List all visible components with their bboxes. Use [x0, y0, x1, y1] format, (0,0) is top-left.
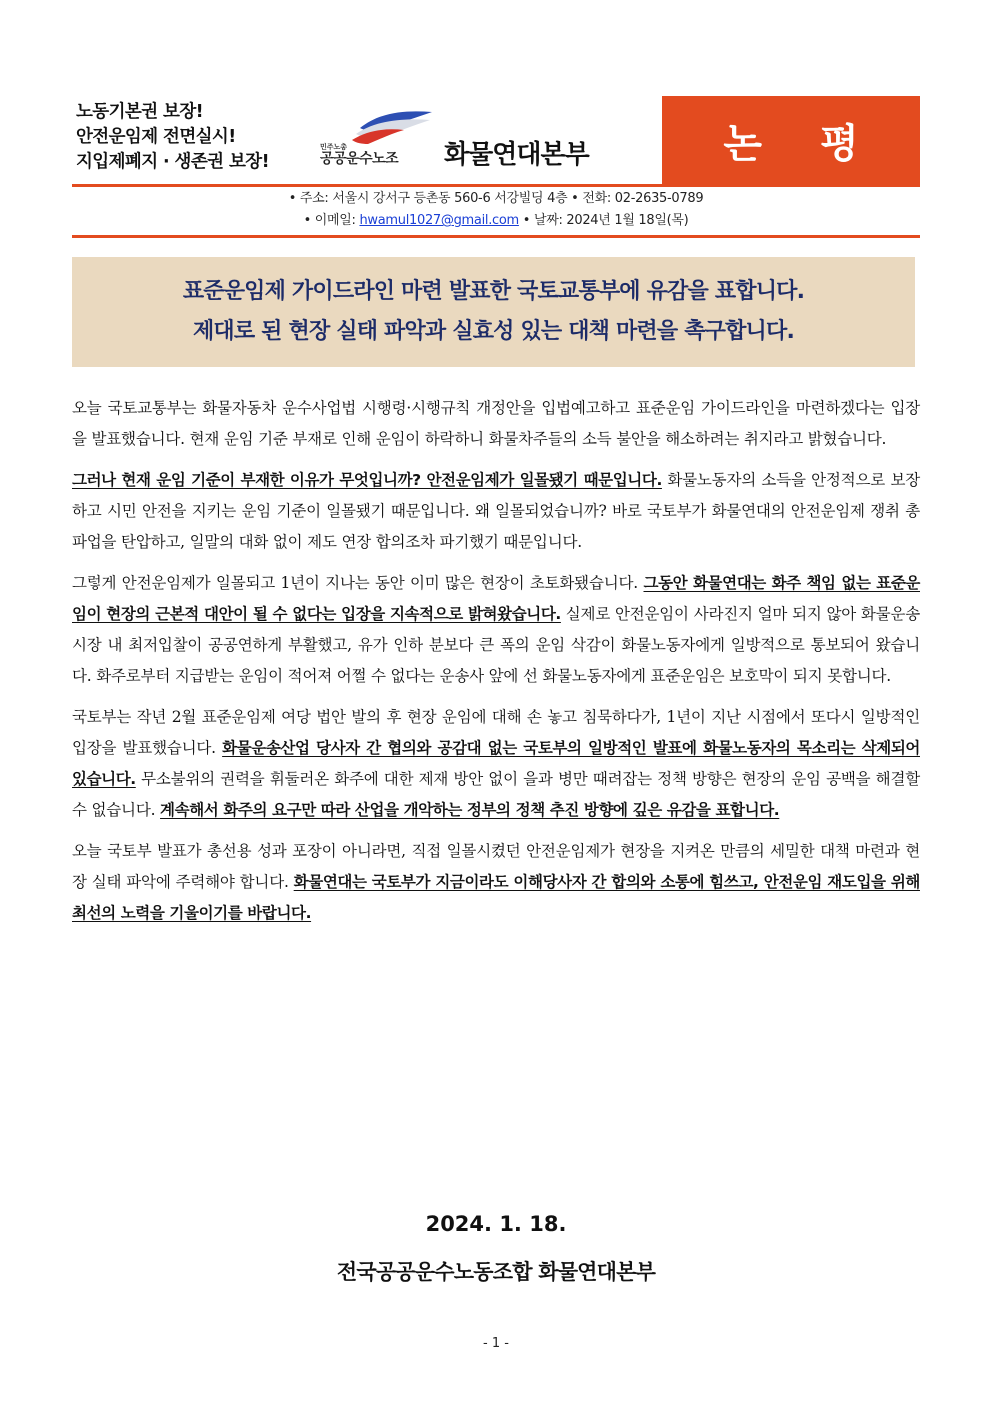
- paragraph-4: [72, 702, 920, 826]
- paragraph-text: 그렇게 안전운임제가 일몰되고 1년이 지나는 동안 이미 많은 현장이 초토화됐습니다.: [72, 574, 644, 592]
- paragraph-text: 무소불위의 권력을 휘둘러온 화주에 대한 제재 방안 없이 을과 병만 때려잡는 정책 방향은 현장의 운임 공백을 해결할 수 없습니다.: [72, 770, 920, 819]
- union-logo: [312, 104, 622, 174]
- slogan-line: 노동기본권 보장!: [76, 102, 204, 122]
- document-type-badge: [662, 96, 920, 184]
- contact-info: [72, 188, 920, 232]
- slogan-line: 지입제폐지 · 생존권 보장!: [76, 152, 269, 172]
- slogan-list: [76, 100, 306, 175]
- paragraph-text: 국토부는 작년 2월 표준운임제 여당 법안 발의 후 현장 운임에 대해 손 놓고 침묵하다가, 1년이 지난 시점에서 또다시 일방적인 입장을 발표했습니다.: [72, 708, 920, 757]
- document-date: 2024. 1. 18.: [425, 1212, 567, 1236]
- date-label: • 날짜: 2024년 1월 18일(목): [518, 213, 689, 228]
- logo-small-text: 민주노총: [320, 143, 348, 151]
- logo-union-name: 공공운수노조: [320, 151, 399, 167]
- paragraph-2: [72, 465, 920, 558]
- paragraph-3: [72, 568, 920, 692]
- document-header: [72, 96, 920, 184]
- paragraph-text: 화물노동자의 소득을 안정적으로 보장하고 시민 안전을 지키는 운임 기준이 일몰됐기 때문입니다. 왜 일몰되었습니까? 바로 국토부가 화물연대의 안전운임제 쟁취 총파업을 탄압하고, 일말의 대화 없이 제도 연장 합의조차 파기했기 때문입니다.: [72, 471, 920, 551]
- document-body: [72, 393, 920, 939]
- badge-label: 논 평: [723, 120, 881, 167]
- organization-name: 화물연대본부: [444, 140, 589, 170]
- emphasis-text: 그러나 현재 운임 기준이 부재한 이유가 무엇입니까? 안전운임제가 일몰됐기 때문입니다.: [72, 471, 662, 489]
- paragraph-1: 오늘 국토교통부는 화물자동차 운수사업법 시행령·시행규칙 개정안을 입법예고하고 표준운임 가이드라인을 마련하겠다는 입장을 발표했습니다. 현재 운임 기준 부재로 인해 운임이 하락하니 화물차주들의 소득 불안을 해소하려는 취지라고 밝혔습니다.: [72, 399, 920, 448]
- headline-box: [72, 257, 915, 367]
- slogan-line: 안전운임제 전면실시!: [76, 127, 236, 147]
- email-link[interactable]: hwamul1027@gmail.com: [359, 213, 519, 228]
- emphasis-text: 그동안 화물연대는 화주 책임 없는 표준운임이 현장의 근본적 대안이 될 수 없다는 입장을 지속적으로 밝혀왔습니다.: [72, 574, 920, 623]
- paragraph-text: 오늘 국토부 발표가 총선용 성과 포장이 아니라면, 직접 일몰시켰던 안전운임제가 현장을 지켜온 만큼의 세밀한 대책 마련과 현장 실태 파악에 주력해야 합니다.: [72, 842, 920, 891]
- contact-line-2: [72, 210, 920, 232]
- header-rule-top: [72, 184, 920, 187]
- emphasis-text: 화물운송산업 당사자 간 협의와 공감대 없는 국토부의 일방적인 발표에 화물노동자의 목소리는 삭제되어 있습니다.: [72, 739, 920, 788]
- email-label: • 이메일:: [303, 213, 360, 228]
- emphasis-text: 계속해서 화주의 요구만 따라 산업을 개악하는 정부의 정책 추진 방향에 깊은 유감을 표합니다.: [160, 801, 780, 819]
- headline-line-1: 표준운임제 가이드라인 마련 발표한 국토교통부에 유감을 표합니다.: [182, 279, 805, 304]
- contact-address: • 주소: 서울시 강서구 등촌동 560-6 서강빌딩 4층 • 전화: 02-2635-0789: [288, 191, 704, 206]
- headline-line-2: 제대로 된 현장 실태 파악과 실효성 있는 대책 마련을 촉구합니다.: [192, 319, 795, 344]
- signature: 전국공공운수노동조합 화물연대본부: [336, 1260, 656, 1284]
- page-number: - 1 -: [483, 1336, 509, 1351]
- header-rule-bottom: [72, 235, 920, 238]
- emphasis-text: 화물연대는 국토부가 지금이라도 이해당사자 간 합의와 소통에 힘쓰고, 안전운임 재도입을 위해 최선의 노력을 기울이기를 바랍니다.: [72, 873, 920, 922]
- paragraph-5: [72, 836, 920, 929]
- paragraph-text: 실제로 안전운임이 사라진지 얼마 되지 않아 화물운송시장 내 최저입찰이 공공연하게 부활했고, 유가 인하 분보다 큰 폭의 운임 삭감이 화물노동자에게 일방적으로 통보되어 왔습니다. 화주로부터 지급받는 운임이 적어져 어쩔 수 없다는 운송사 앞에 선 화물노동자에게 표준운임은 보호막이 되지 못합니다.: [72, 605, 920, 685]
